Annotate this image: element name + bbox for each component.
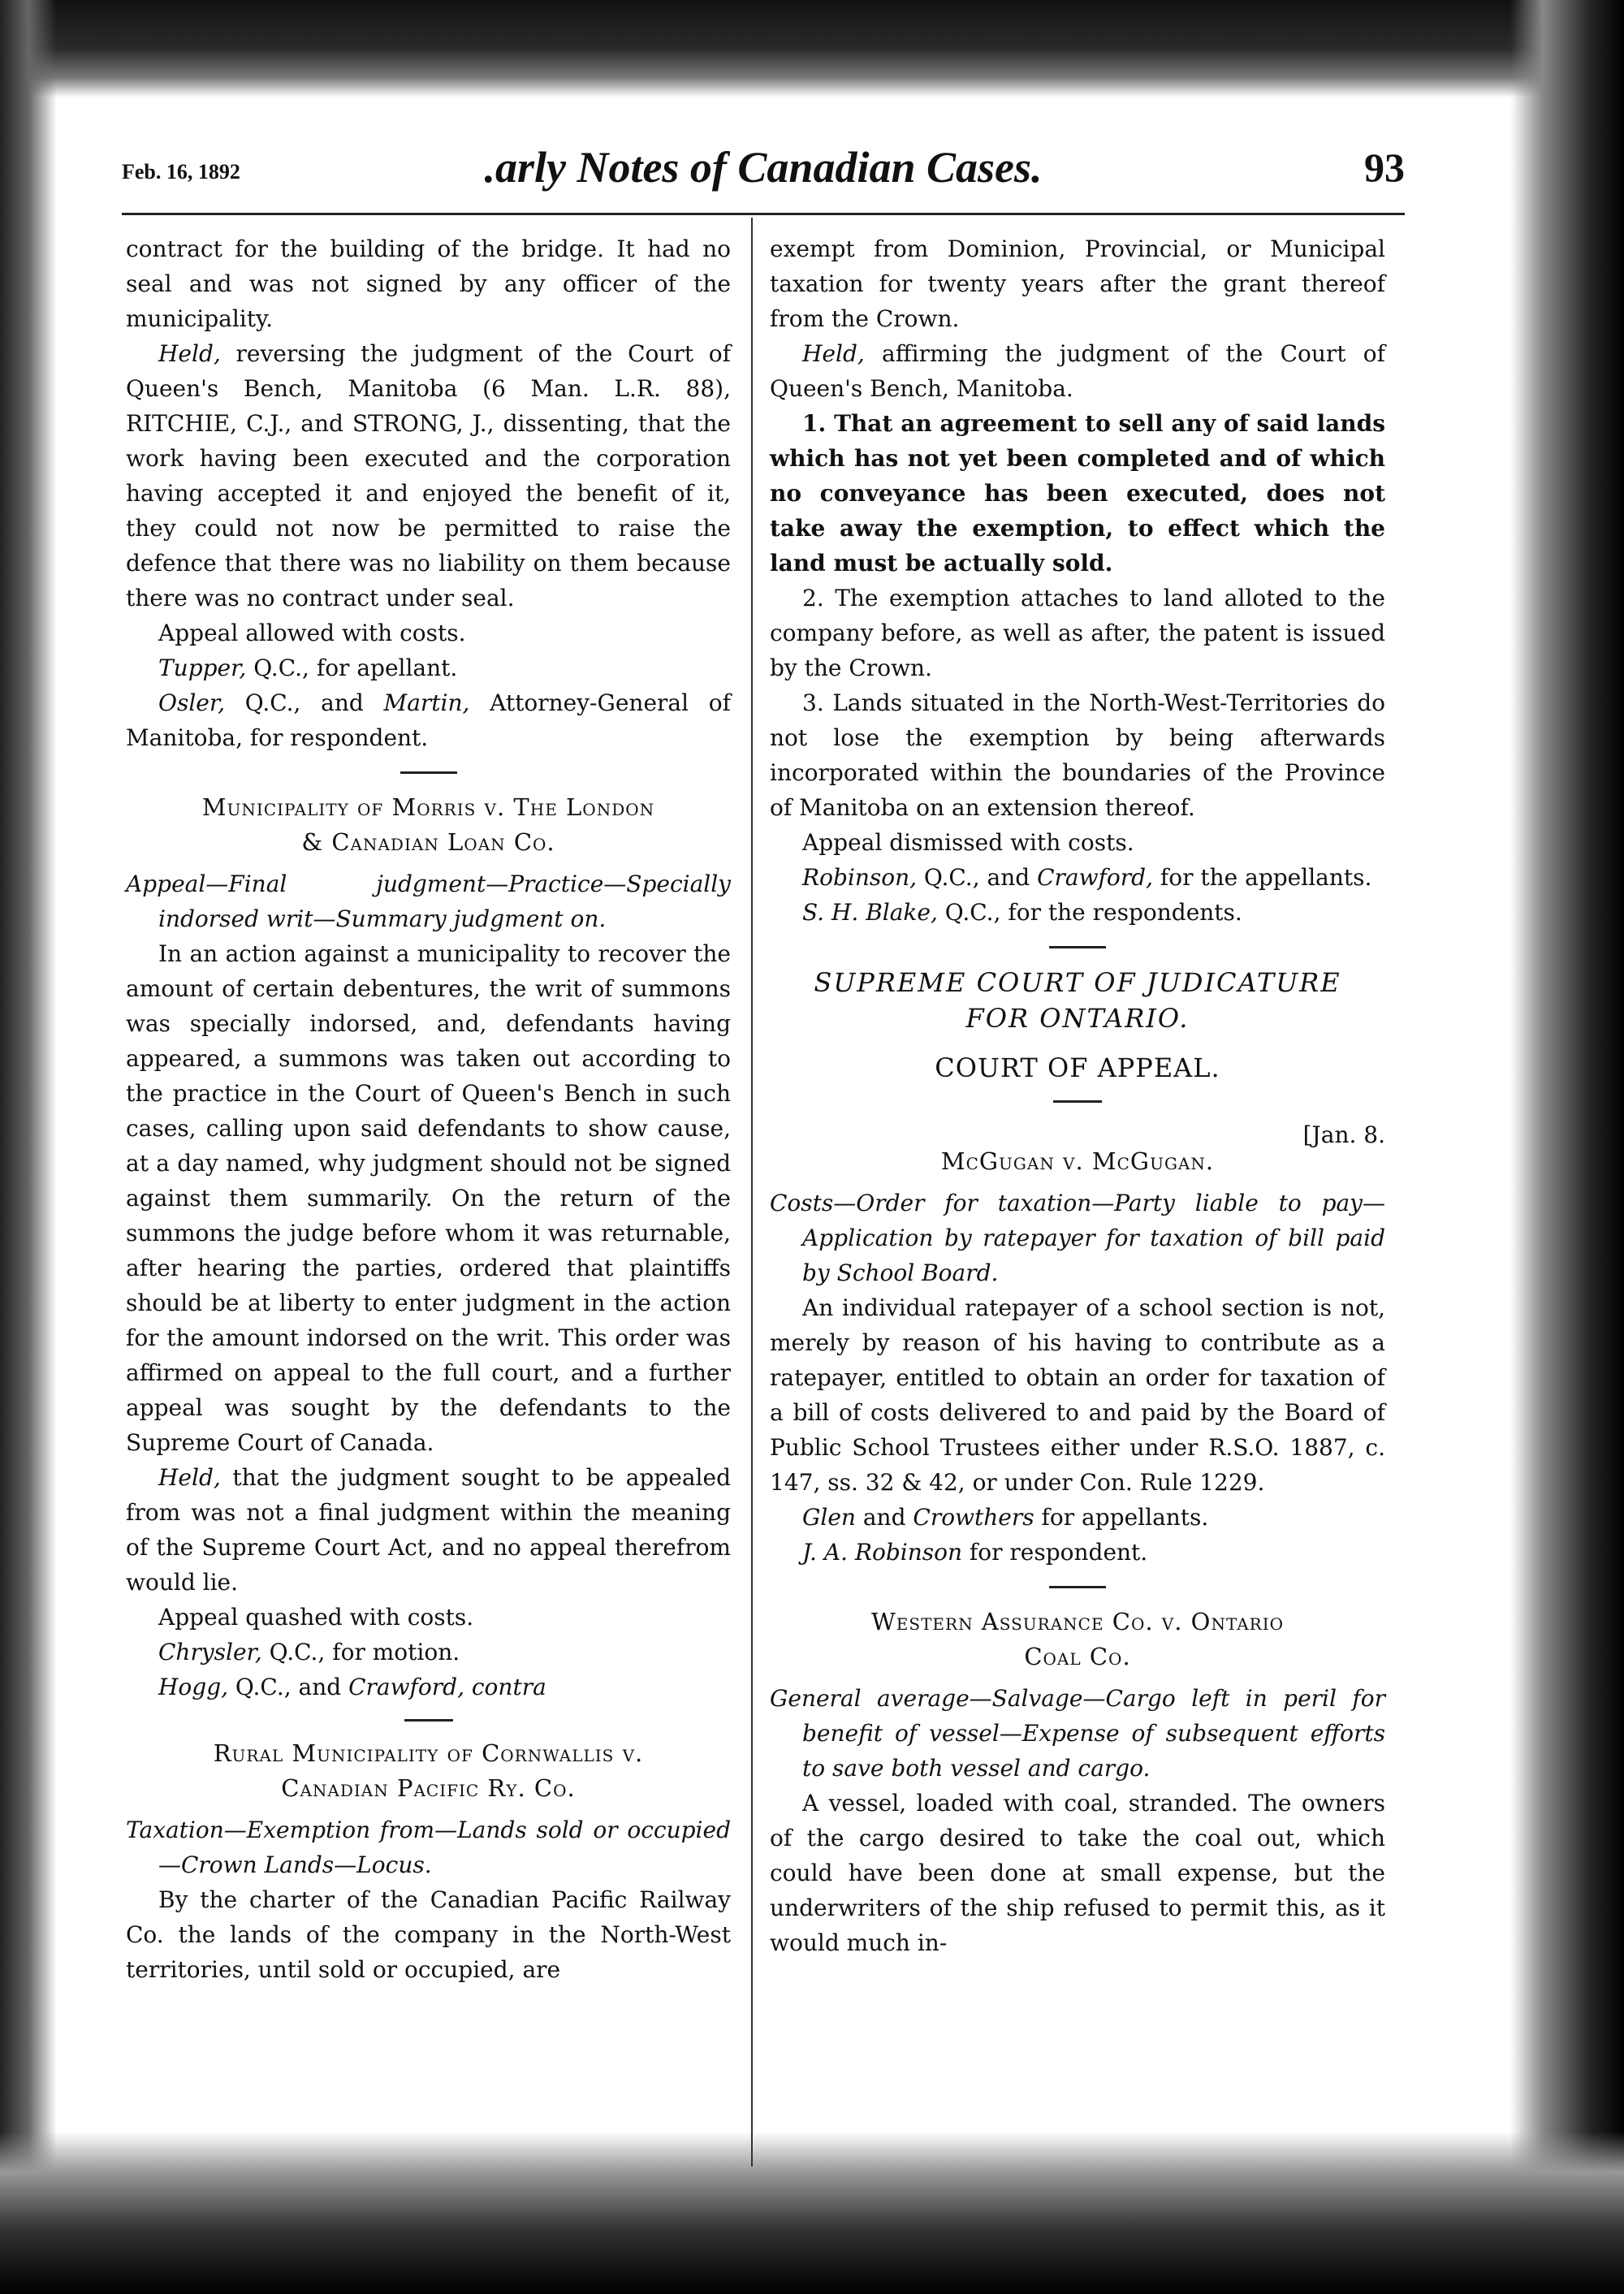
scan-edge-left [0,0,57,2294]
header-rule [122,213,1405,215]
court-subheading: COURT OF APPEAL. [935,1052,1220,1083]
separator [400,771,457,774]
separator [1053,1100,1102,1103]
counsel-line: Robinson, Q.C., and Crawford, for the appellants. [802,864,1372,891]
counsel-line: Glen and Crowthers for appellants. [802,1504,1209,1531]
paragraph: Held, that the judgment sought to be appealed from was not a final judgment within the meaning of the Supreme Court Act, and no appeal therefrom would lie. [126,1464,731,1596]
counsel-line: J. A. Robinson for respondent. [802,1539,1148,1566]
running-title: .arly Notes of Canadian Cases. [484,143,1043,192]
paragraph: Appeal dismissed with costs. [802,829,1134,856]
scan-edge-top [0,0,1624,97]
counsel-line: Tupper, Q.C., for apellant. [158,655,458,681]
paragraph: 3. Lands situated in the North-West-Territories do not lose the exemption by being afterwards incorporated within the boundaries of the Province of Manitoba on an extension thereof. [770,689,1385,821]
counsel-line: Hogg, Q.C., and Crawford, contra [158,1674,546,1700]
counsel-line: S. H. Blake, Q.C., for the respondents. [802,899,1242,926]
header-date: Feb. 16, 1892 [122,160,240,184]
scan-edge-bottom [0,2132,1624,2294]
counsel-line: Chrysler, Q.C., for motion. [158,1639,460,1665]
case-headnote: Taxation—Exemption from—Lands sold or occupied—Crown Lands—Locus. [126,1817,731,1878]
paragraph: An individual ratepayer of a school section is not, merely by reason of his having to contribute as a ratepayer, entitled to obtain an order for taxation of a bill of costs delivered to and paid by the Board of Public School Trustees either under R.S.O. 1887, c. 147, ss. 32 & 42, or under Con. Rule 1229. [770,1294,1385,1496]
paragraph: In an action against a municipality to recover the amount of certain debentures, the writ of summons was specially indorsed, and, defendants having appeared, a summons was taken out according to the practice in the Court of Queen's Bench in such cases, calling upon said defendants to show cause, at a day named, why judgment should not be signed against them summarily. On the return of the summons the judge before whom it was returnable, after hearing the parties, ordered that plaintiffs should be at liberty to enter judgment in the action for the amount indorsed on the writ. This order was affirmed on appeal to the full court, and a further appeal was sought by the defendants to the Supreme Court of Canada. [126,940,731,1456]
separator [1049,946,1106,948]
paragraph: 2. The exemption attaches to land alloted to the company before, as well as after, the patent is issued by the Crown. [770,585,1385,681]
counsel-line: Osler, Q.C., and Martin, Attorney-General of Manitoba, for respondent. [126,689,731,751]
right-column [770,231,1385,1960]
paragraph: Held, affirming the judgment of the Court of Queen's Bench, Manitoba. [770,340,1385,402]
paragraph: contract for the building of the bridge. It had no seal and was not signed by any officer of the municipality. [126,235,731,332]
scan-edge-right [1510,0,1624,2294]
left-column [126,231,731,1987]
separator [404,1719,453,1722]
separator [1049,1586,1106,1588]
page-header [122,142,1405,207]
paragraph: Appeal quashed with costs. [158,1604,474,1631]
case-title: Municipality of Morris v. The London & Canadian Loan Co. [201,793,655,856]
case-headnote: Appeal—Final judgment—Practice—Specially indorsed writ—Summary judgment on. [126,871,731,932]
case-title: McGugan v. McGugan. [940,1147,1215,1175]
case-headnote: General average—Salvage—Cargo left in peril for benefit of vessel—Expense of subsequent efforts to save both vessel and cargo. [770,1685,1385,1782]
case-date: [Jan. 8. [1302,1121,1385,1148]
paragraph: By the charter of the Canadian Pacific Railway Co. the lands of the company in the North-West territories, until sold or occupied, are [126,1886,731,1983]
page-number: 93 [1364,145,1405,190]
paragraph: Appeal allowed with costs. [158,620,466,646]
paragraph: 1. That an agreement to sell any of said lands which has not yet been completed and of which no conveyance has been executed, does not take away the exemption, to effect which the land must be actually sold. [770,410,1385,577]
case-headnote: Costs—Order for taxation—Party liable to pay—Application by ratepayer for taxation of bill paid by School Board. [770,1190,1385,1286]
paragraph: exempt from Dominion, Provincial, or Municipal taxation for twenty years after the grant thereof from the Crown. [770,235,1385,332]
case-title: Rural Municipality of Cornwallis v. Canadian Pacific Ry. Co. [213,1739,644,1802]
column-divider [751,218,753,2167]
court-heading: SUPREME COURT OF JUDICATURE FOR ONTARIO. [814,967,1341,1034]
paragraph: A vessel, loaded with coal, stranded. The owners of the cargo desired to take the coal out, which could have been done at small expense, but the underwriters of the ship refused to permit this, as it would much in- [770,1790,1385,1956]
paragraph: Held, reversing the judgment of the Court of Queen's Bench, Manitoba (6 Man. L.R. 88), RITCHIE, C.J., and STRONG, J., dissenting, that the work having been executed and the corporation having accepted it and enjoyed the benefit of it, they could not now be permitted to raise the defence that there was no liability on them because there was no contract under seal. [126,340,731,611]
case-title: Western Assurance Co. v. Ontario Coal Co. [870,1608,1285,1670]
